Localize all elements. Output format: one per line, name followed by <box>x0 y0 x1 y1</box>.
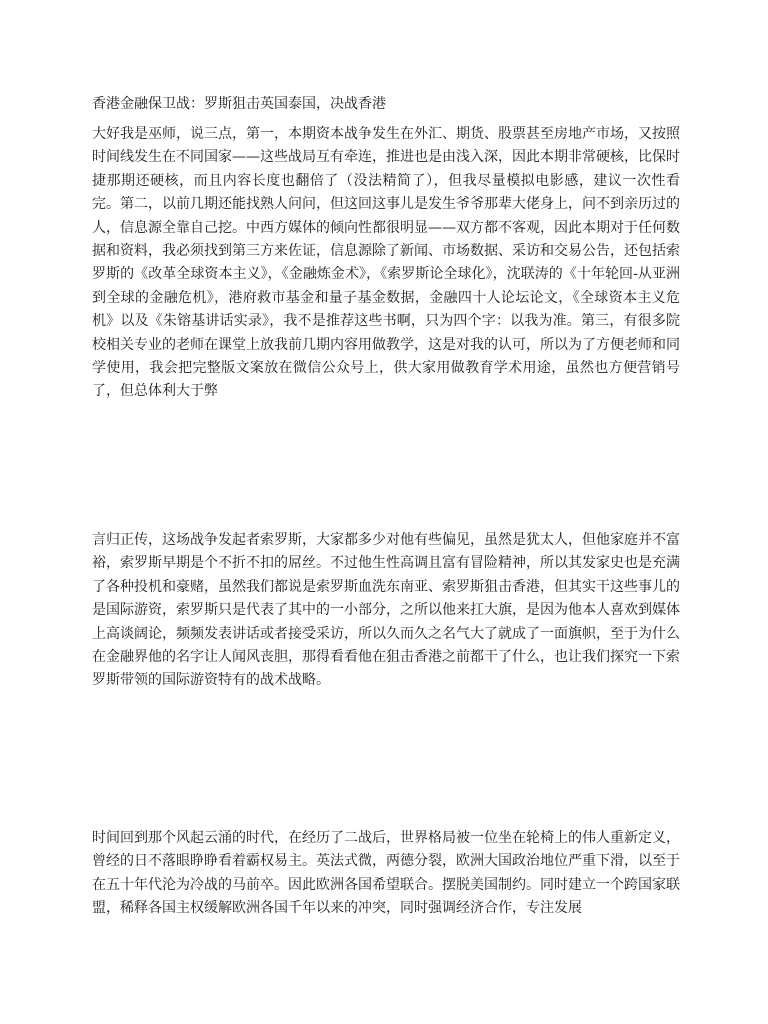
paragraph-soros-background: 言归正传，这场战争发起者索罗斯，大家都多少对他有些偏见，虽然是犹太人，但他家庭并不富裕，索罗斯早期是个不折不扣的屌丝。不过他生性高调且富有冒险精神，所以其发家史也是充满了各种投机和豪赌，虽然我们都说是索罗斯血洗东南亚、索罗斯狙击香港，但其实干这些事儿的是国际游资，索罗斯只是代表了其中的一小部分，之所以他来扛大旗，是因为他本人喜欢到媒体上高谈阔论，频频发表讲话或者接受采访，所以久而久之名气大了就成了一面旗帜，至于为什么在金融界他的名字让人闻风丧胆，那得看看他在狙击香港之前都干了什么，也让我们探究一下索罗斯带领的国际游资特有的战术战略。 <box>92 532 680 689</box>
paragraph-postwar-europe: 时间回到那个风起云涌的时代，在经历了二战后，世界格局被一位坐在轮椅上的伟人重新定义，曾经的日不落眼睁睁看着霸权易主。英法式微，两德分裂，欧洲大国政治地位严重下滑，以至于在五十年代沦为冷战的马前卒。因此欧洲各国希望联合。摆脱美国制约。同时建立一个跨国家联盟，稀释各国主权缓解欧洲各国千年以来的冲突，同时强调经济合作，专注发展 <box>92 830 680 917</box>
paragraph-introduction: 大好我是巫师，说三点，第一，本期资本战争发生在外汇、期货、股票甚至房地产市场，又按照时间线发生在不同国家——这些战局互有牵连，推进也是由浅入深，因此本期非常硬核，比保时捷那期还硬核，而且内容长度也翻倍了（没法精简了），但我尽量模拟电影感，建议一次性看完。第二，以前几期还能找熟人问问，但这回这事儿是发生爷爷那辈大佬身上，问不到亲历过的人，信息源全靠自己挖。中西方媒体的倾向性都很明显——双方都不客观，因此本期对于任何数据和资料，我必须找到第三方来佐证，信息源除了新闻、市场数据、采访和交易公告，还包括索罗斯的《改革全球资本主义》，《金融炼金术》，《索罗斯论全球化》，沈联涛的《十年轮回-从亚洲到全球的金融危机》，港府救市基金和量子基金数据，金融四十人论坛论文，《全球资本主义危机》以及《朱镕基讲话实录》，我不是推荐这些书啊，只为四个字：以我为准。第三，有很多院校相关专业的老师在课堂上放我前几期内容用做教学，这是对我的认可，所以为了方便老师和同学使用，我会把完整版文案放在微信公众号上，供大家用做教育学术用途，虽然也方便营销号了，但总体利大于弊 <box>92 126 680 400</box>
document-title: 香港金融保卫战：罗斯狙击英国泰国，决战香港 <box>92 96 386 112</box>
